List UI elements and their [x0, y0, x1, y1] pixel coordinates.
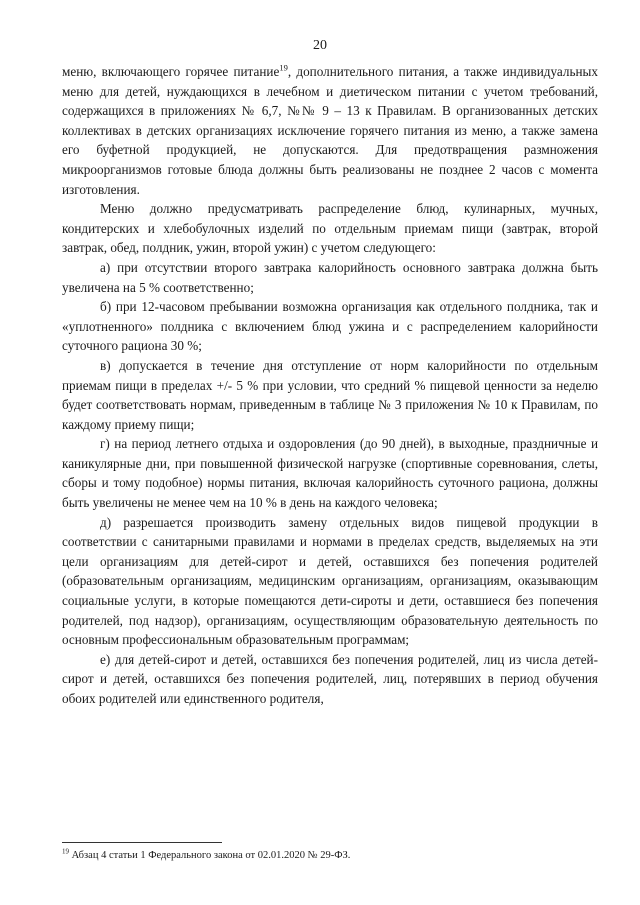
body-text — [62, 62, 598, 709]
list-item-e: е) для детей-сирот и детей, оставшихся без попечения родителей, лиц из числа детей-сирот и детей, оставшихся без попечения родителей, лиц, потерявших в период обучения обоих родителей или единственного родителя, — [62, 651, 598, 706]
footnote — [62, 849, 598, 862]
page-number: 20 — [313, 38, 327, 53]
paragraph-menu-distribution: Меню должно предусматривать распределение блюд, кулинарных, мучных, кондитерских и хлебобулочных изделий по отдельным приемам пищи (завтрак, второй завтрак, обед, полдник, ужин, второй ужин) с учетом следующего: — [62, 201, 598, 256]
paragraph-continuation — [62, 62, 598, 199]
list-item-b: б) при 12-часовом пребывании возможна организация как отдельного полдника, так и «уплотненного» полдника с включением блюд ужина и с распределением калорийности суточного рациона 30 %; — [62, 299, 598, 354]
list-item-d: д) разрешается производить замену отдельных видов пищевой продукции в соответствии с санитарными правилами и нормами в пределах средств, выделяемых на эти цели организациям для детей-сирот и детей, оставшихся без попечения родителей (образовательным организациям, медицинским организациям, организациям, оказывающим социальные услуги, в которые помещаются дети-сироты и дети, оставшиеся без попечения родителей, под надзор), организациям, осуществляющим образовательную деятельность по основным профессиональным образовательным программам; — [62, 514, 598, 648]
list-item-g: г) на период летнего отдыха и оздоровления (до 90 дней), в выходные, праздничные и каникулярные дни, при повышенной физической нагрузке (спортивные соревнования, слеты, сборы и тому подобное) нормы питания, включая калорийность суточного рациона, должны быть увеличены не менее чем на 10 % в день на каждого человека; — [62, 436, 598, 511]
paragraph-text: меню, включающего горячее питание — [62, 64, 280, 79]
footnote-text: Абзац 4 статьи 1 Федерального закона от 02.01.2020 № 29-ФЗ. — [69, 850, 351, 861]
list-item-v: в) допускается в течение дня отступление от норм калорийности по отдельным приемам пищи в пределах +/- 5 % при условии, что средний % пищевой ценности за неделю будет соответствовать нормам, приведенным в таблице № 3 приложения № 10 к Правилам, по каждому приему пищи; — [62, 357, 598, 432]
footnote-reference[interactable]: 19 — [279, 62, 288, 73]
footnote-divider — [62, 842, 222, 843]
list-item-a: а) при отсутствии второго завтрака калорийность основного завтрака должна быть увеличена на 5 % соответственно; — [62, 259, 598, 295]
paragraph-text: , дополнительного питания, а также индивидуальных меню для детей, нуждающихся в лечебном и диетическом питании с учетом требований, содержащихся в приложениях № 6,7, №№ 9 – 13 к Правилам. В организованных детских коллективах в детских организациях исключение горячего питания из меню, а также замена его буфетной продукцией, не допускаются. Для предотвращения размножения микроорганизмов готовые блюда должны быть реализованы не позднее 2 часов с момента изготовления. — [62, 64, 598, 197]
footnote-marker: 19 — [62, 847, 69, 856]
